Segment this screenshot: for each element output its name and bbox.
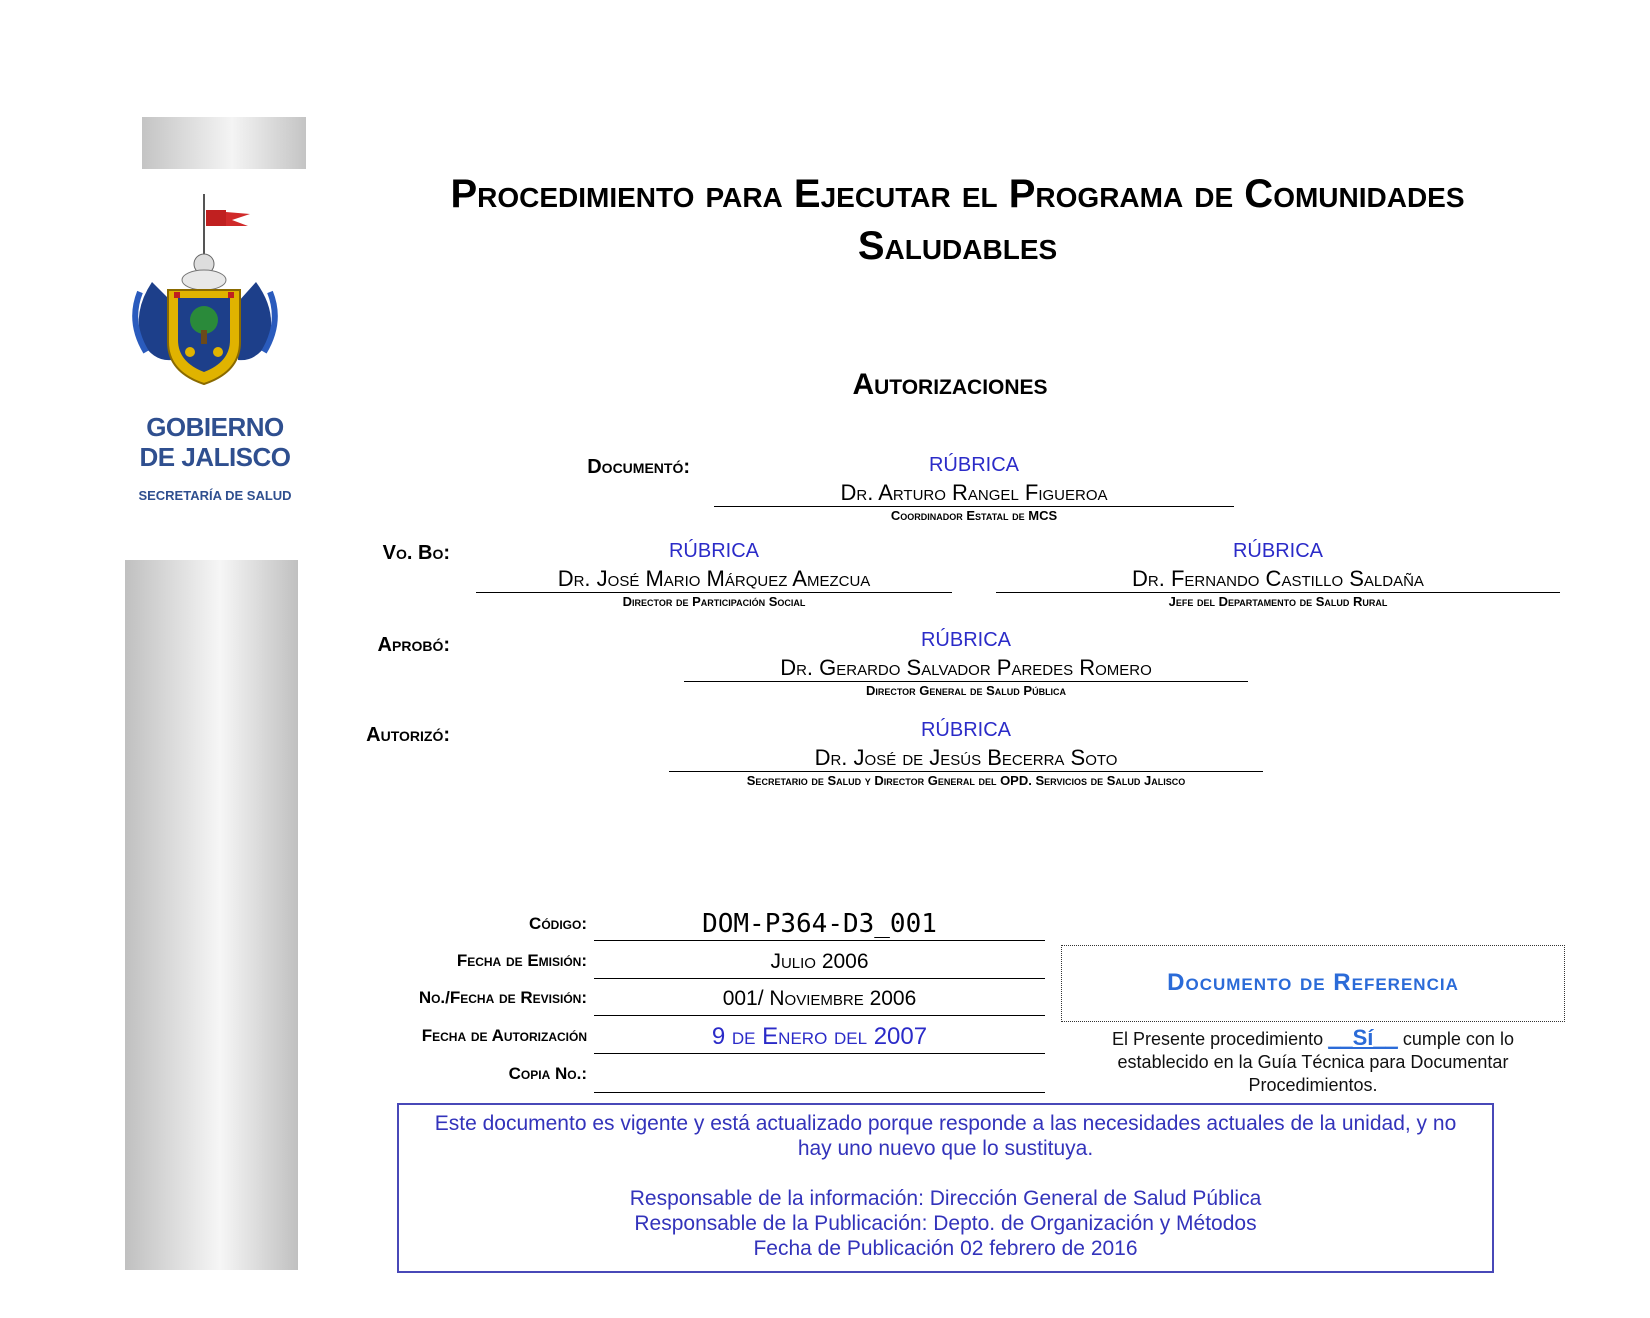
copia-label: Copia No.: bbox=[508, 1064, 587, 1083]
vobo-1-rubrica: RÚBRICA bbox=[668, 540, 759, 562]
autorizo-rubrica: RÚBRICA bbox=[920, 719, 1011, 741]
validity-text: Este documento es vigente y está actualizado porque responde a las necesidades actuales de la unidad, y no hay uno nuevo que lo sustituya. bbox=[434, 1112, 1457, 1160]
fecha-autorizacion-value: 9 de Enero del 2007 bbox=[594, 1017, 1045, 1054]
fecha-emision-value: Julio 2006 bbox=[594, 942, 1045, 979]
aprobo-name: Dr. Gerardo Salvador Paredes Romero bbox=[684, 655, 1248, 682]
secretaria-label: SECRETARÍA DE SALUD bbox=[138, 488, 292, 503]
vobo-2-position: Jefe del Departamento de Salud Rural bbox=[1168, 594, 1388, 609]
revision-value: 001/ Noviembre 2006 bbox=[594, 979, 1045, 1016]
documento-position: Coordinador Estatal de MCS bbox=[890, 508, 1058, 523]
title-line-1: Procedimiento para Ejecutar el Programa de Comunidades bbox=[450, 172, 1465, 216]
decorative-bar-top bbox=[142, 117, 306, 169]
fecha-emision-label: Fecha de Emisión: bbox=[456, 951, 587, 970]
fecha-autorizacion-label: Fecha de Autorización bbox=[421, 1026, 587, 1045]
aprobo-label: Aprobó: bbox=[377, 634, 450, 656]
codigo-label: Código: bbox=[529, 914, 587, 933]
vobo-1-name: Dr. José Mario Márquez Amezcua bbox=[476, 566, 952, 593]
authorizations-heading: Autorizaciones bbox=[852, 368, 1048, 401]
vobo-label: Vo. Bo: bbox=[382, 542, 450, 564]
document-title bbox=[350, 168, 1565, 272]
autorizo-name: Dr. José de Jesús Becerra Soto bbox=[669, 745, 1263, 772]
vobo-2-rubrica: RÚBRICA bbox=[1232, 540, 1323, 562]
responsibility-text: Responsable de la información: Dirección General de Salud Pública Responsable de la Publicación: Depto. de Organización y Métodos Fecha de Publicación 02 febrero de 2016 bbox=[629, 1187, 1262, 1260]
documento-rubrica: RÚBRICA bbox=[928, 454, 1019, 476]
autorizo-label: Autorizó: bbox=[366, 724, 450, 746]
government-name: GOBIERNO DE JALISCO bbox=[139, 412, 291, 472]
codigo-value: DOM-P364-D3_001 bbox=[594, 904, 1045, 941]
copia-value bbox=[594, 1056, 1045, 1093]
reference-text: El Presente procedimiento __Sí__ cumple con lo establecido en la Guía Técnica para Documentar Procedimientos. bbox=[1112, 1025, 1514, 1095]
autorizo-position: Secretario de Salud y Director General del OPD. Servicios de Salud Jalisco bbox=[746, 773, 1186, 788]
documento-name: Dr. Arturo Rangel Figueroa bbox=[714, 480, 1234, 507]
reference-title: Documento de Referencia bbox=[1167, 969, 1459, 996]
documento-label: Documentó: bbox=[587, 456, 690, 478]
title-line-2: Saludables bbox=[857, 224, 1058, 268]
aprobo-position: Director General de Salud Pública bbox=[865, 683, 1067, 698]
reference-si: __Sí__ bbox=[1328, 1025, 1398, 1050]
revision-label: No./Fecha de Revisión: bbox=[418, 988, 587, 1007]
aprobo-rubrica: RÚBRICA bbox=[920, 629, 1011, 651]
vobo-1-position: Director de Participación Social bbox=[622, 594, 806, 609]
decorative-bar-side bbox=[125, 560, 298, 1270]
jalisco-coat-of-arms-icon bbox=[132, 192, 282, 392]
vobo-2-name: Dr. Fernando Castillo Saldaña bbox=[996, 566, 1560, 593]
